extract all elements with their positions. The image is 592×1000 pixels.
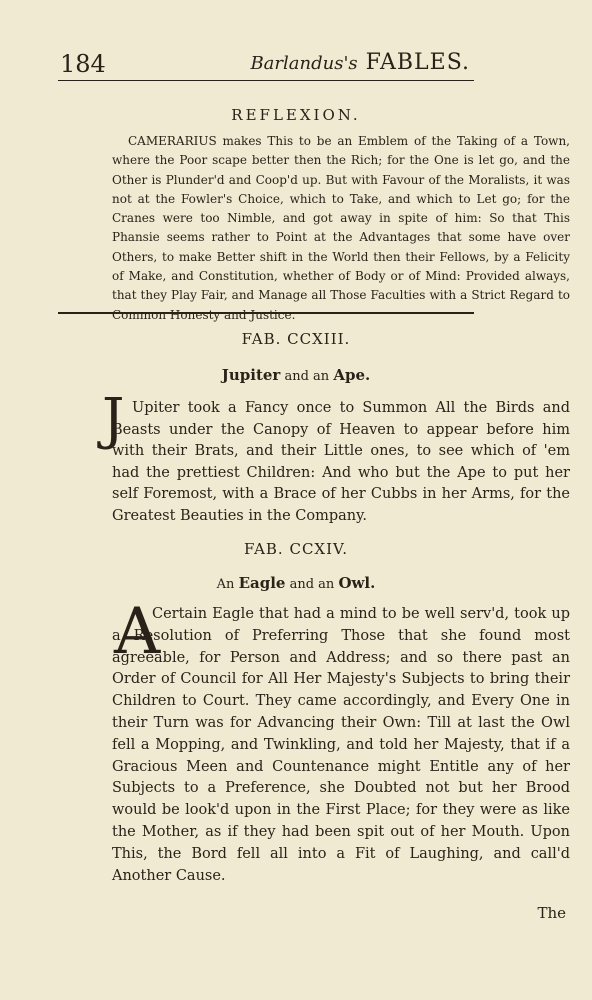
running-title-author: Barlandus's (250, 53, 358, 74)
reflexion-heading: REFLEXION. (231, 106, 361, 124)
fable-214-title-pre: An (216, 577, 235, 592)
running-title (250, 50, 470, 75)
page-number: 184 (60, 50, 106, 78)
fable-214-title-owl: Owl. (338, 574, 376, 592)
fable-213-body: Upiter took a Fancy once to Summon All the Birds and Beasts under the Canopy of Heaven to appear before him with their Brats, and their Little ones, to see which of 'em had the prettiest Children: And who but the Ape to put her self Foremost, with a Brace of her Cubbs in her Arms, for the Greatest Beauties in the Company. (112, 400, 570, 524)
catchword: The (537, 904, 566, 922)
fable-214-body: Certain Eagle that had a mind to be well serv'd, took up a Resolution of Preferring Those that she found most agreeable, for Person and Address; and so there past an Order of Council for All Her Majesty's Subjects to bring their Children to Court. They came accordingly, and Every One in their Turn was for Advancing their Own: Till at last the Owl fell a Mopping, and Twinkling, and told her Majesty, that if a Gracious Meen and Countenance might Entitle any of her Subjects to a Preference, she Doubted not but her Brood would be look'd upon in the First Place; for they were as like the Mother, as if they had been spit out of her Mouth. Upon This, the Bord fell all into a Fit of Laughing, and call'd Another Cause. (112, 606, 570, 884)
fable-214-text (112, 604, 570, 887)
fable-214-title-mid: and an (289, 577, 335, 592)
fable-214-number: FAB. CCXIV. (243, 540, 349, 558)
running-header (60, 46, 470, 78)
fable-213-text (112, 398, 570, 527)
fable-214-title (0, 574, 592, 592)
fable-213-number: FAB. CCXIII. (241, 330, 351, 348)
running-title-fables: FABLES. (365, 50, 470, 75)
fable-213-title-mid: and an (284, 369, 330, 384)
fable-213-title (0, 366, 592, 384)
section-divider (58, 312, 474, 314)
reflexion-text: CAMERARIUS makes This to be an Emblem of the Taking of a Town, where the Poor scape better then the Rich; for the One is let go, and the Other is Plunder'd and Coop'd up. But with Favour of the Moralists, it was not at the Fowler's Choice, which to Take, and which to Let go; for the Cranes were too Nimble, and got away in spite of him: So that This Phansie seems rather to Point at the Advantages that some have over Others, to make Better shift in the World then their Fellows, by a Felicity of Make, and Constitution, whether of Body or of Mind: Provided always, that they Play Fair, and Manage all Those Faculties with a Strict Regard to Common Honesty and Justice. (112, 134, 570, 322)
fable-213-drop-cap: J (102, 387, 125, 452)
fable-214-drop-cap: A (114, 595, 161, 669)
header-rule (58, 80, 474, 81)
fable-214-title-eagle: Eagle (238, 574, 286, 592)
fable-213-title-jupiter: Jupiter (221, 366, 281, 384)
fable-213-title-ape: Ape. (333, 366, 371, 384)
